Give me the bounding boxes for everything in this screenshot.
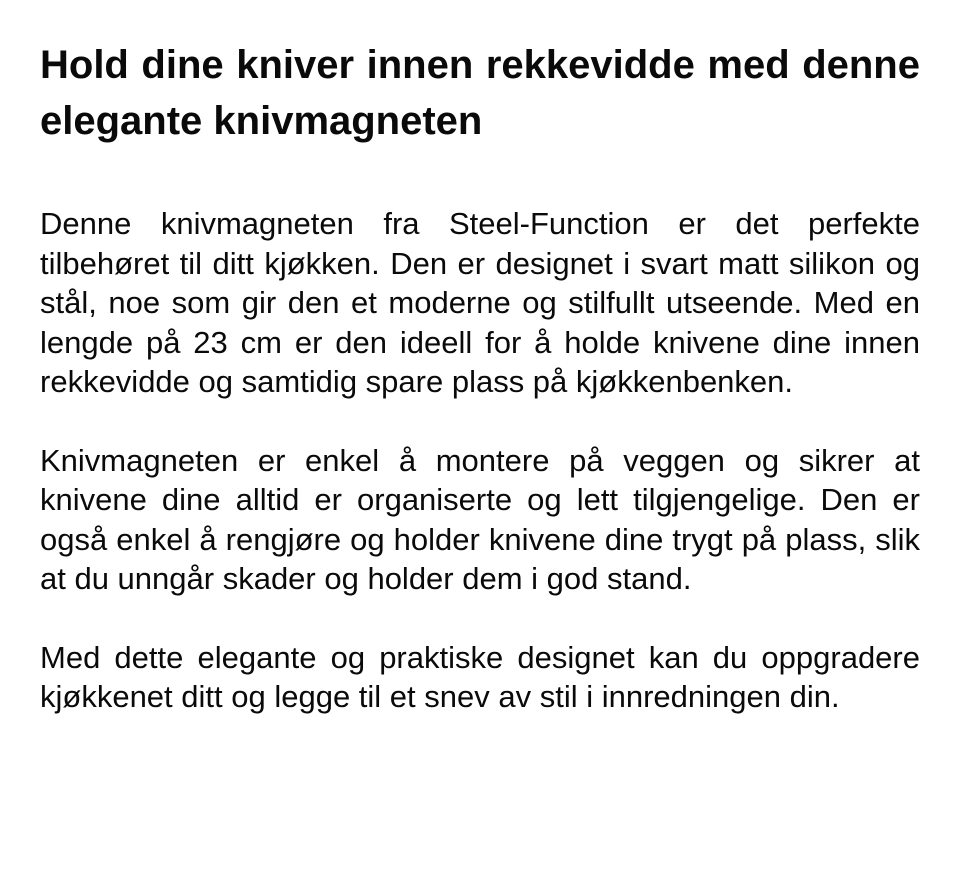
article-title: Hold dine kniver innen rekkevidde med denne elegante knivmagneten [40,43,920,143]
paragraph-intro: Denne knivmagneten fra Steel-Function er det perfekte tilbehøret til ditt kjøkken. Den er designet i svart matt silikon og stål, noe som gir den et moderne og stilfullt utseende. Med en lengde på 23 cm er den ideell for å holde knivene dine innen rekkevidde og samtidig spare plass på kjøkkenbenken. [40,206,920,399]
paragraph-closing: Med dette elegante og praktiske designet kan du oppgradere kjøkkenet ditt og legge til et snev av stil i innredningen din. [40,639,920,714]
article [40,0,920,717]
paragraph-mounting: Knivmagneten er enkel å montere på veggen og sikrer at knivene dine alltid er organiserte og lett tilgjengelige. Den er også enkel å rengjøre og holder knivene dine trygt på plass, slik at du unngår skader og holder dem i god stand. [40,442,920,596]
